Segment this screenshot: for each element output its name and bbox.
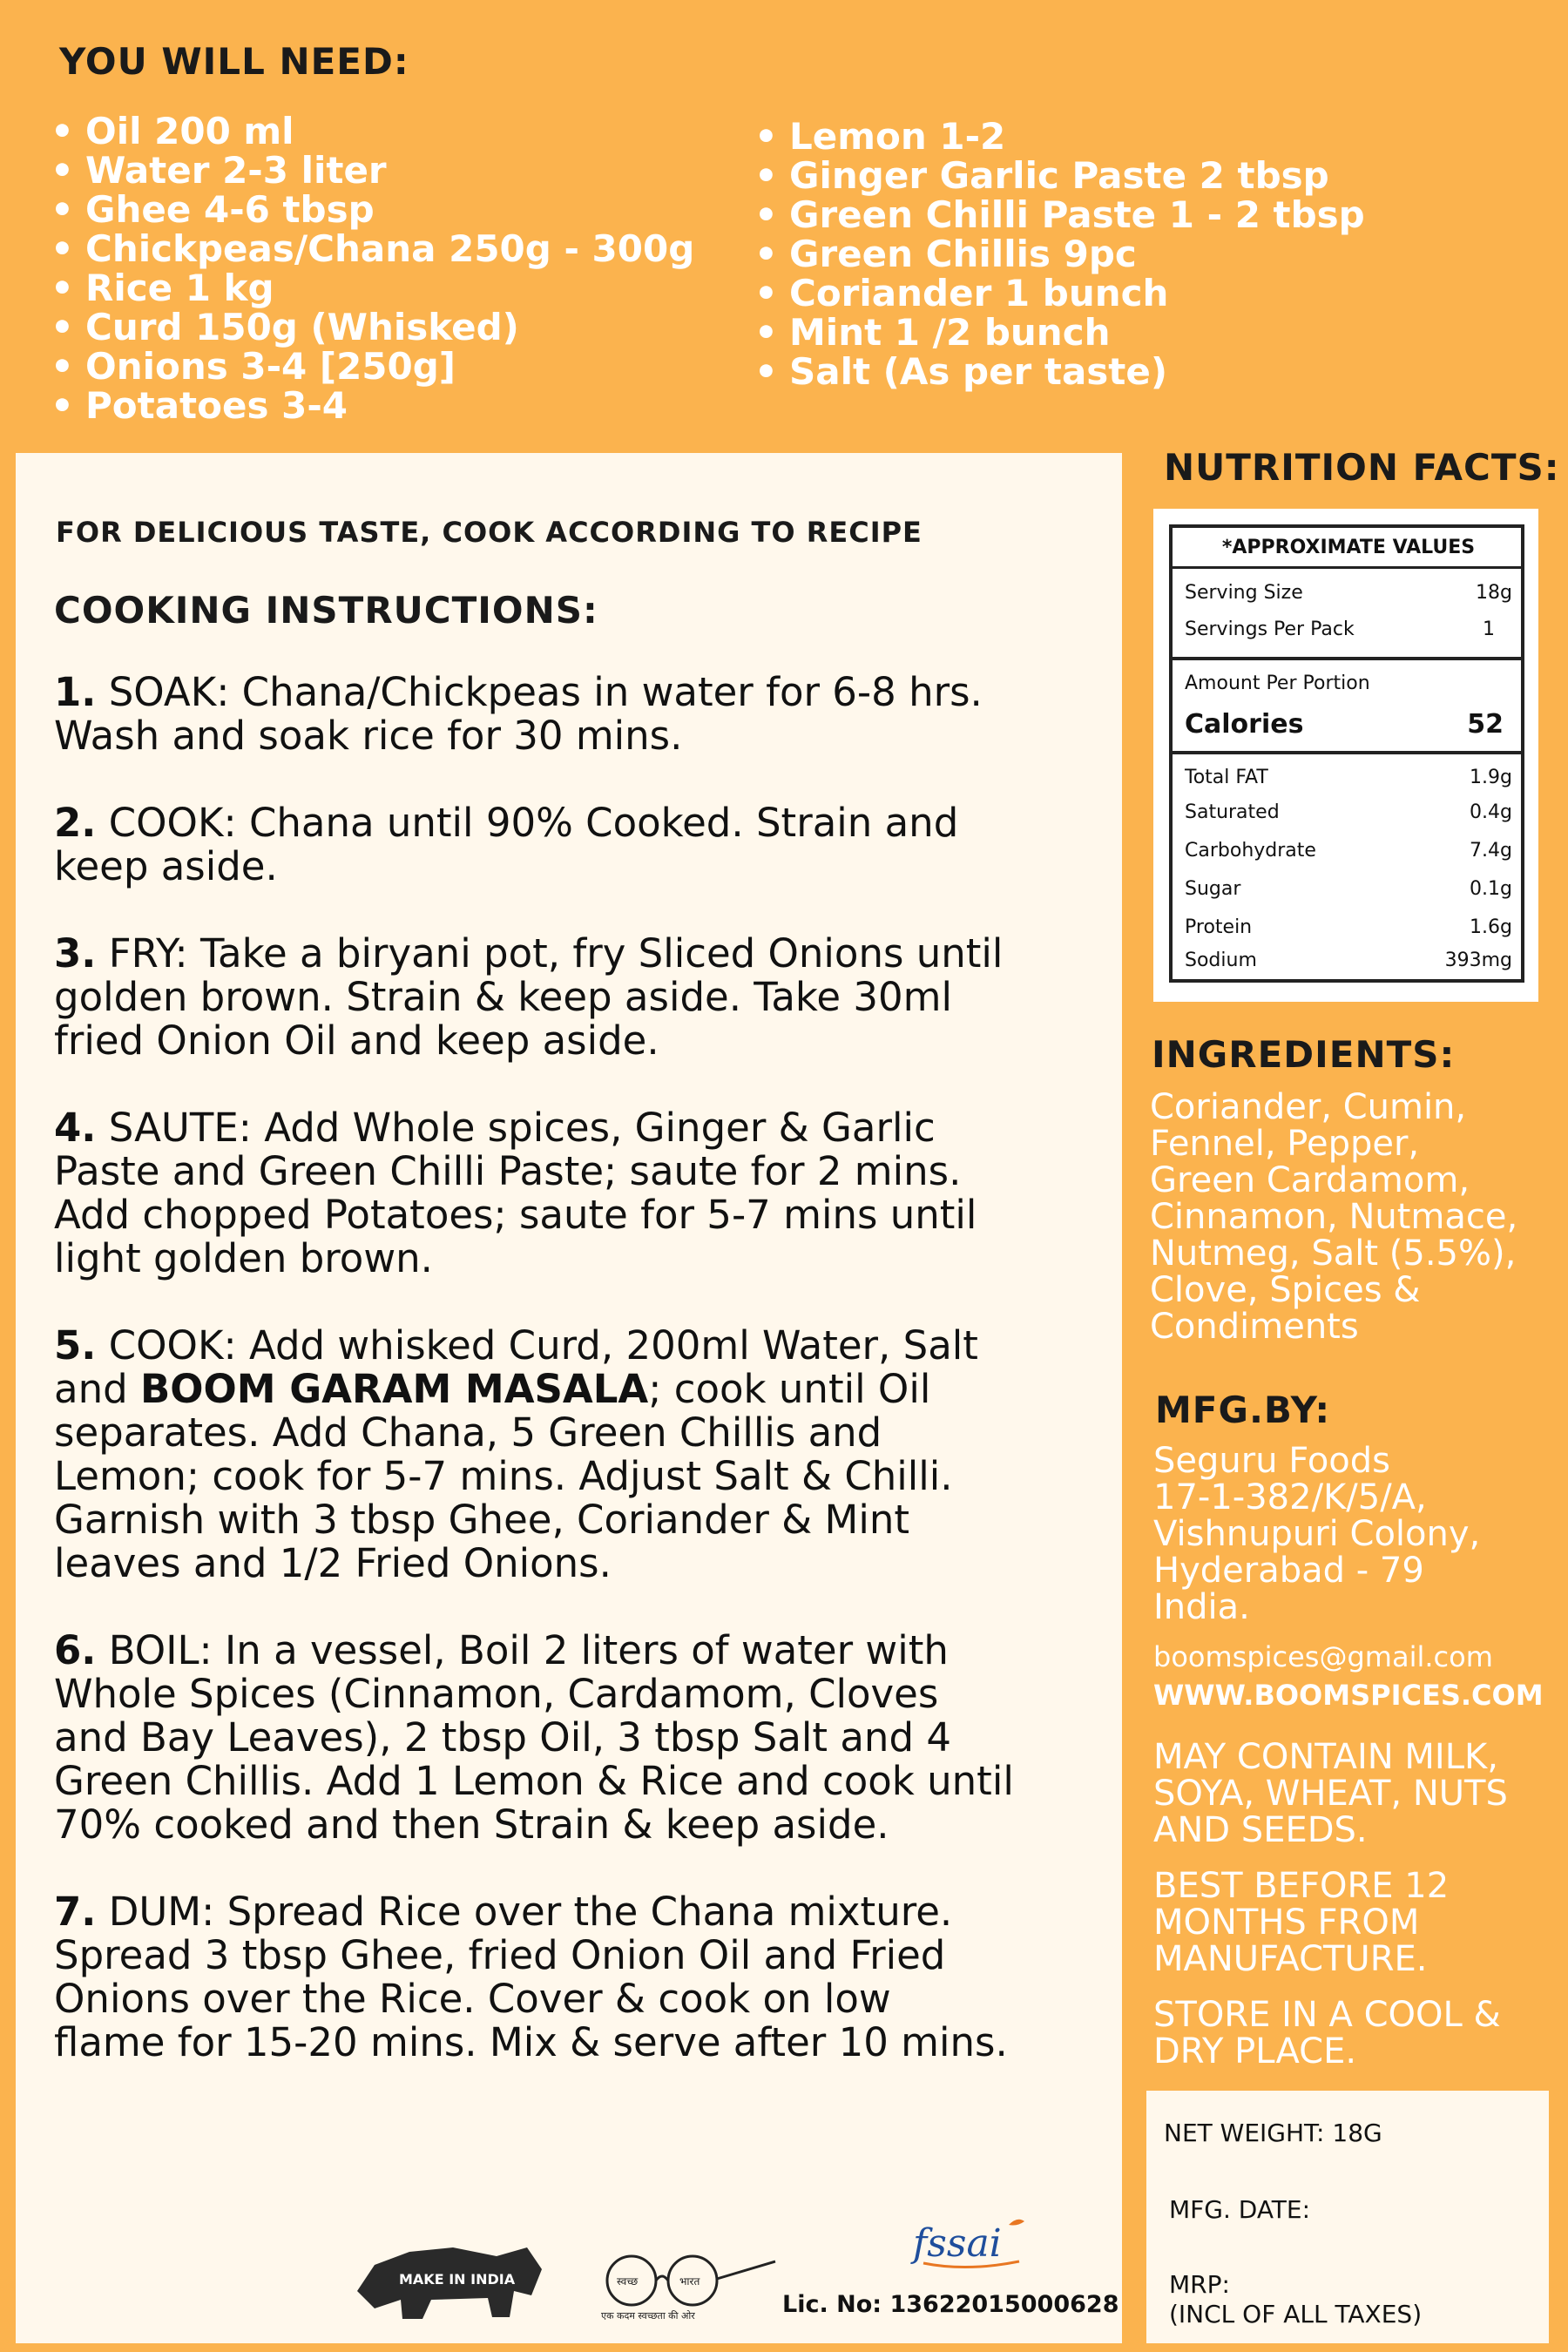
address-line: 17-1-382/K/5/A, [1153,1477,1427,1517]
best-before-note [1153,1868,1449,1977]
storage-note [1153,1997,1501,2070]
address-line: Vishnupuri Colony, [1153,1514,1481,1554]
nutrition-table [1153,509,1538,1002]
allergen-line: MAY CONTAIN MILK, [1153,1737,1498,1777]
website-link: WWW.BOOMSPICES.COM [1153,1679,1544,1712]
need-list-right [754,117,1365,391]
mfg-address [1153,1443,1480,1625]
list-item: • Chickpeas/Chana 250g - 300g [51,229,694,268]
row-label: Calories [1185,709,1304,740]
row-value: 0.4g [1470,801,1512,823]
brand-name: BOOM GARAM MASALA [139,1366,649,1412]
step-2 [54,801,1099,889]
row-value: 7.4g [1470,840,1512,862]
best-before-line: BEST BEFORE 12 [1153,1866,1450,1906]
svg-text:भारत: भारत [679,2275,700,2288]
license-number: Lic. No: 13622015000628 [782,2291,1119,2318]
row-label: Serving Size [1185,582,1303,604]
step-number: 5. [54,1322,97,1369]
step-number: 6. [54,1627,97,1673]
net-weight: NET WEIGHT: 18G [1164,2119,1382,2147]
batch-info-box [1146,2091,1549,2343]
make-in-india-logo [348,2230,549,2326]
best-before-line: MONTHS FROM [1153,1903,1420,1943]
cooking-instructions-title: COOKING INSTRUCTIONS: [54,589,598,632]
ingredient-line: Nutmeg, Salt (5.5%), [1150,1233,1517,1274]
list-item: • Ghee 4-6 tbsp [51,190,694,229]
servings-row [1185,618,1512,640]
ingredient-line: Condiments [1150,1307,1359,1347]
svg-text:स्वच्छ: स्वच्छ [617,2275,639,2288]
list-item: • Onions 3-4 [250g] [51,347,694,386]
list-item: • Rice 1 kg [51,268,694,308]
fssai-logo [906,2213,1037,2274]
email-text: boomspices@gmail.com [1153,1640,1493,1673]
list-item: • Salt (As per taste) [754,352,1365,391]
row-value: 0.1g [1470,878,1512,900]
svg-text:MAKE IN INDIA: MAKE IN INDIA [399,2271,516,2288]
address-line: Hyderabad - 79 [1153,1551,1424,1591]
need-list-left [51,112,694,425]
step-text: SOAK: Chana/Chickpeas in water for 6-8 hrs. Wash and soak rice for 30 mins. [54,669,983,759]
mfg-title: MFG.BY: [1155,1389,1331,1431]
step-number: 4. [54,1105,97,1151]
mrp-label: MRP: [1169,2270,1230,2299]
step-text: DUM: Spread Rice over the Chana mixture. Spread 3 tbsp Ghee, fried Onion Oil and Fried Onions over the Rice. Cover & cook on low flame for 15-20 mins. Mix & serve after 10 mins. [54,1889,1008,2065]
list-item: • Oil 200 ml [51,112,694,151]
nutrition-facts-title: NUTRITION FACTS: [1164,446,1560,489]
svg-text:fssai: fssai [913,2221,1002,2266]
nutrient-row [1185,916,1512,938]
nutrient-row [1185,950,1512,971]
row-label: Total FAT [1185,767,1268,788]
steps-list [54,671,1099,2108]
header-text: *APPROXIMATE VALUES [1221,537,1476,558]
swachh-bharat-logo [592,2246,784,2324]
step-text: ; cook until Oil separates. Add Chana, 5 Green Chillis and Lemon; cook for 5-7 mins. Adjust Salt & Chilli. Garnish with 3 tbsp Ghee, Coriander & Mint leaves and 1/2 Fried Onions. [54,1366,953,1586]
ingredient-line: Fennel, Pepper, [1150,1124,1420,1164]
row-label: Saturated [1185,801,1280,823]
row-value: 1.9g [1470,767,1512,788]
step-text: SAUTE: Add Whole spices, Ginger & Garlic Paste and Green Chilli Paste; saute for 2 mins. Add chopped Potatoes; saute for 5-7 mins until light golden brown. [54,1105,977,1281]
ingredients-text [1150,1089,1517,1345]
mrp-note: (INCL OF ALL TAXES) [1169,2300,1423,2328]
step-7 [54,1890,1099,2065]
row-value: 393mg [1444,950,1512,971]
step-text: COOK: Chana until 90% Cooked. Strain and keep aside. [54,800,959,889]
ingredient-line: Coriander, Cumin, [1150,1087,1467,1127]
panel-subtitle: FOR DELICIOUS TASTE, COOK ACCORDING TO RECIPE [56,516,923,549]
step-5 [54,1324,1099,1585]
svg-text:एक कदम स्वच्छता की ओर: एक कदम स्वच्छता की ओर [601,2310,695,2322]
step-3 [54,932,1099,1063]
calories-row [1185,709,1512,740]
row-label: Carbohydrate [1185,840,1316,862]
step-number: 2. [54,800,97,846]
mfg-date: MFG. DATE: [1169,2195,1311,2224]
allergen-note [1153,1739,1508,1848]
row-label: Servings Per Pack [1185,618,1355,640]
allergen-line: AND SEEDS. [1153,1810,1368,1850]
storage-line: DRY PLACE. [1153,2031,1357,2072]
list-item: • Potatoes 3-4 [51,386,694,425]
nutrient-row [1185,878,1512,900]
step-text: COOK: Add whisked Curd, 200ml Water, Salt and [54,1322,978,1412]
nutrition-header [1185,537,1512,558]
list-item: • Lemon 1-2 [754,117,1365,156]
ingredient-line: Green Cardamom, [1150,1160,1470,1200]
address-line: Seguru Foods [1153,1441,1391,1481]
list-item: • Green Chilli Paste 1 - 2 tbsp [754,195,1365,234]
nutrient-row [1185,767,1512,788]
step-text: FRY: Take a biryani pot, fry Sliced Onions until golden brown. Strain & keep aside. Take 30ml fried Onion Oil and keep aside. [54,930,1004,1064]
row-label: Sugar [1185,878,1241,900]
step-text: BOIL: In a vessel, Boil 2 liters of water with Whole Spices (Cinnamon, Cardamom, Cloves and Bay Leaves), 2 tbsp Oil, 3 tbsp Salt and 4 Green Chillis. Add 1 Lemon & Rice and cook until 70% cooked and then Strain & keep aside. [54,1627,1014,1848]
step-6 [54,1629,1099,1847]
nutrient-row [1185,801,1512,823]
row-value: 52 [1467,709,1504,740]
step-number: 1. [54,669,97,715]
list-item: • Green Chillis 9pc [754,234,1365,274]
list-item: • Mint 1 /2 bunch [754,313,1365,352]
row-label: Protein [1185,916,1253,938]
ingredients-title: INGREDIENTS: [1152,1033,1456,1076]
ingredient-line: Clove, Spices & [1150,1270,1421,1310]
you-will-need-title: YOU WILL NEED: [59,40,409,83]
best-before-line: MANUFACTURE. [1153,1939,1428,1979]
step-4 [54,1106,1099,1281]
row-label: Amount Per Portion [1185,672,1370,694]
list-item: • Curd 150g (Whisked) [51,308,694,347]
step-number: 3. [54,930,97,977]
list-item: • Ginger Garlic Paste 2 tbsp [754,156,1365,195]
allergen-line: SOYA, WHEAT, NUTS [1153,1774,1508,1814]
address-line: India. [1153,1587,1250,1627]
row-value: 18g [1476,582,1512,604]
row-label: Sodium [1185,950,1257,971]
ingredient-line: Cinnamon, Nutmace, [1150,1197,1518,1237]
row-value: 1 [1483,618,1495,640]
nutrient-row [1185,840,1512,862]
serving-size-row [1185,582,1512,604]
step-1 [54,671,1099,758]
list-item: • Water 2-3 liter [51,151,694,190]
portion-row [1185,672,1512,694]
list-item: • Coriander 1 bunch [754,274,1365,313]
step-number: 7. [54,1889,97,1935]
row-value: 1.6g [1470,916,1512,938]
storage-line: STORE IN A COOL & [1153,1995,1501,2035]
